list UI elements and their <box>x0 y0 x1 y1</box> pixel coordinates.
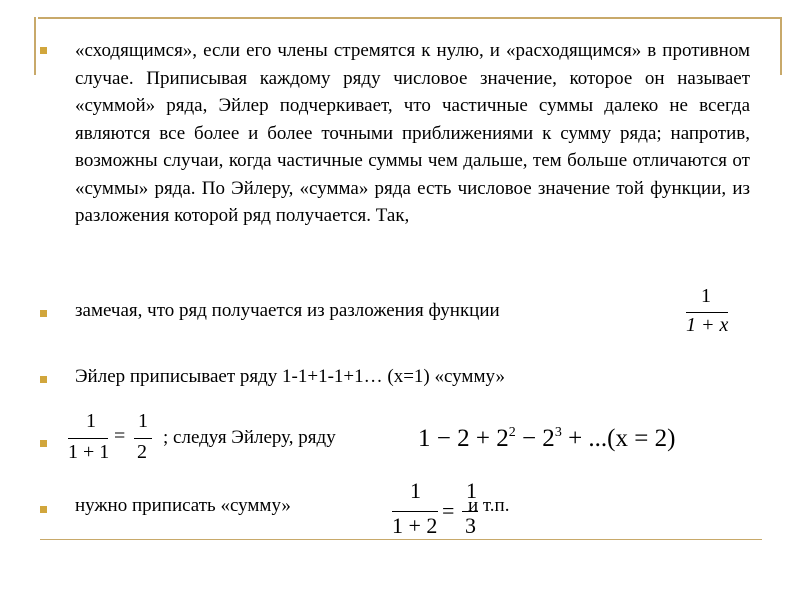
body-paragraph: «сходящимся», если его члены стремятся к нулю, и «расходящимся» в противном случае. Приписывая каждому ряду числовое значение, которое он называет «суммой» ряда, Эйлер подчеркивает, что частичные суммы далеко не всегда являются все более и более точными приближениями к сумму ряда; напротив, возможны случаи, когда частичные суммы чем дальше, тем больше отличаются от «суммы» ряда. По Эйлеру, «сумма» ряда есть числовое значение той функции, из разложения которой ряд получается. Так, <box>75 40 750 226</box>
formula-sum-2 <box>390 478 480 540</box>
formula-sum-1-rline <box>134 438 152 439</box>
formula-sum-2-rden: 3 <box>465 513 476 538</box>
formula-sum-1-den: 1 + 1 <box>68 441 110 463</box>
bullet-2 <box>40 310 47 317</box>
formula-series-mid: − 2 <box>515 425 555 452</box>
formula-sum-1-eq: = <box>114 425 126 447</box>
item-function-text: замечая, что ряд получается из разложения функции <box>75 300 500 321</box>
formula-function-num: 1 <box>701 285 711 307</box>
item-next-text: ; следуя Эйлеру, ряду <box>163 427 336 448</box>
formula-series-exp-1: 2 <box>508 425 516 440</box>
formula-sum-1 <box>66 410 158 468</box>
formula-sum-1-rden: 2 <box>137 441 147 463</box>
slide-frame-top <box>38 17 780 19</box>
formula-sum-2-num: 1 <box>410 478 421 503</box>
formula-sum-2-line <box>392 511 438 512</box>
slide-frame-right <box>780 17 782 75</box>
slide-frame-left <box>34 17 36 75</box>
formula-series <box>418 422 675 460</box>
bullet-5 <box>40 506 47 513</box>
formula-series-tail: + ...(x = 2) <box>561 425 676 452</box>
item-etc-text: и т.п. <box>468 495 510 516</box>
formula-sum-1-line <box>68 438 108 439</box>
formula-sum-1-rnum: 1 <box>138 410 148 432</box>
bullet-3 <box>40 376 47 383</box>
bullet-1 <box>40 47 47 54</box>
formula-function <box>684 285 730 341</box>
formula-function-line <box>686 312 728 313</box>
bullet-4 <box>40 440 47 447</box>
formula-series-start: 1 − 2 + 2 <box>418 425 509 452</box>
item-assign-text: нужно приписать «сумму» <box>75 495 291 516</box>
formula-sum-2-den: 1 + 2 <box>392 513 438 538</box>
formula-sum-1-num: 1 <box>86 410 96 432</box>
formula-function-den: 1 + x <box>686 314 729 336</box>
item-euler-text: Эйлер приписывает ряду 1-1+1-1+1… (x=1) «сумму» <box>75 366 505 387</box>
formula-series-exp-2: 3 <box>554 425 562 440</box>
formula-sum-2-rnum: 1 <box>466 478 477 503</box>
formula-sum-2-eq: = <box>442 498 455 523</box>
